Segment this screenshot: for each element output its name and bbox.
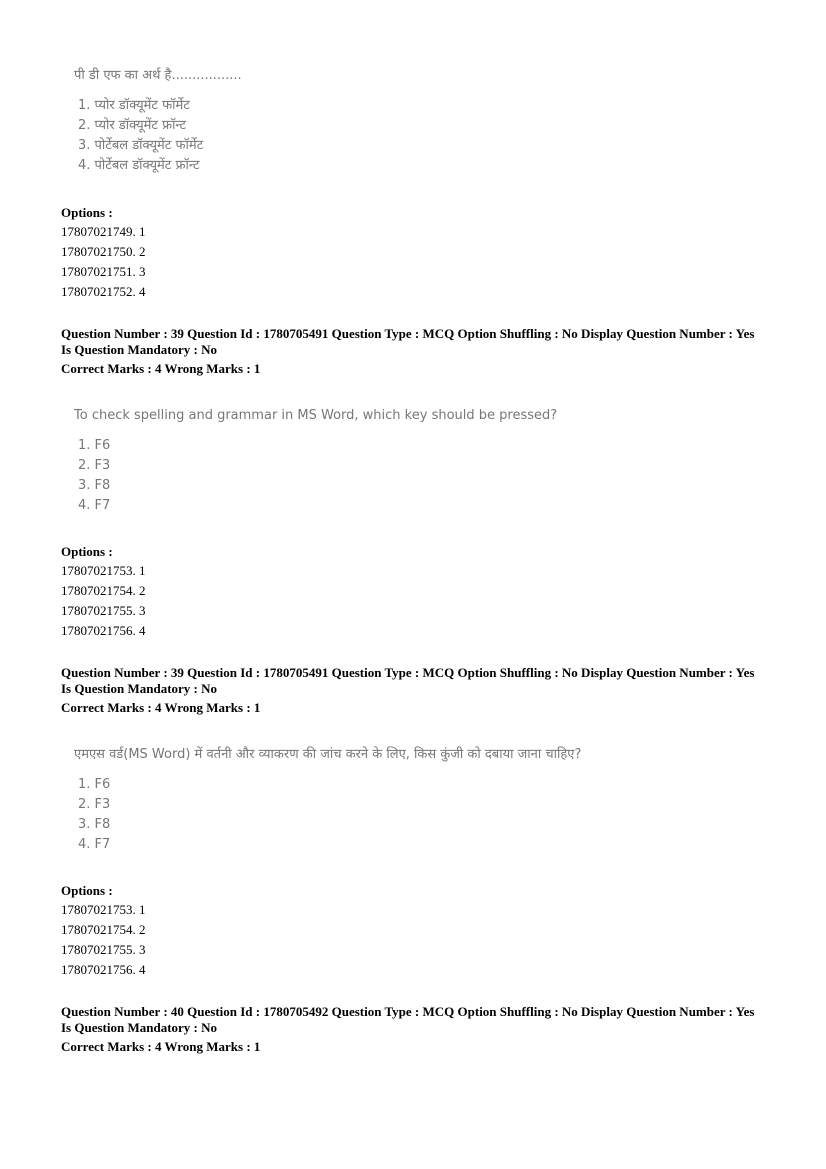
question-meta <box>61 1004 777 1055</box>
option-id-line: 17807021753. 1 <box>61 563 146 578</box>
options-label: Options : <box>61 544 113 559</box>
question-option: 4. F7 <box>78 837 111 852</box>
question-option: 4. पोर्टेबल डॉक्यूमेंट फ्रॉन्ट <box>78 158 200 173</box>
options-block <box>61 542 146 641</box>
question-option: 3. F8 <box>78 478 111 493</box>
question-option-list <box>74 436 557 516</box>
question-mandatory-line: Is Question Mandatory : No <box>61 681 218 696</box>
question-option: 1. F6 <box>78 438 111 453</box>
question-meta-line: Question Number : 39 Question Id : 1780705491 Question Type : MCQ Option Shuffling : No Display Question Number : Yes <box>61 665 755 680</box>
question-option-list <box>74 96 242 176</box>
question-meta-line: Question Number : 40 Question Id : 1780705492 Question Type : MCQ Option Shuffling : No Display Question Number : Yes <box>61 1004 755 1019</box>
question-text: एमएस वर्ड(MS Word) में वर्तनी और व्याकरण की जांच करने के लिए, किस कुंजी को दबाया जाना चाहिए? <box>74 747 582 762</box>
question-option: 3. F8 <box>78 817 111 832</box>
option-id-line: 17807021754. 2 <box>61 922 146 937</box>
question-marks-line: Correct Marks : 4 Wrong Marks : 1 <box>61 361 261 376</box>
question-option-list <box>74 775 581 855</box>
question-option: 2. F3 <box>78 797 111 812</box>
question-image-msword-hindi <box>74 745 581 855</box>
option-id-line: 17807021752. 4 <box>61 284 146 299</box>
options-block <box>61 881 146 980</box>
question-meta <box>61 665 777 716</box>
option-id-line: 17807021754. 2 <box>61 583 146 598</box>
option-id-line: 17807021756. 4 <box>61 962 146 977</box>
question-meta <box>61 326 777 377</box>
options-label: Options : <box>61 883 113 898</box>
question-text: पी डी एफ का अर्थ है................. <box>74 68 242 83</box>
options-label: Options : <box>61 205 113 220</box>
question-option: 1. F6 <box>78 777 111 792</box>
option-id-line: 17807021751. 3 <box>61 264 146 279</box>
option-id-line: 17807021753. 1 <box>61 902 146 917</box>
question-image-msword-english <box>74 406 557 516</box>
question-marks-line: Correct Marks : 4 Wrong Marks : 1 <box>61 700 261 715</box>
question-mandatory-line: Is Question Mandatory : No <box>61 1020 218 1035</box>
question-text: To check spelling and grammar in MS Word, which key should be pressed? <box>74 408 558 423</box>
option-id-line: 17807021755. 3 <box>61 942 146 957</box>
option-id-line: 17807021749. 1 <box>61 224 146 239</box>
question-option: 2. F3 <box>78 458 111 473</box>
option-id-line: 17807021755. 3 <box>61 603 146 618</box>
question-option: 3. पोर्टेबल डॉक्यूमेंट फॉर्मेट <box>78 138 204 153</box>
question-mandatory-line: Is Question Mandatory : No <box>61 342 218 357</box>
option-id-line: 17807021750. 2 <box>61 244 146 259</box>
question-option: 1. प्योर डॉक्यूमेंट फॉर्मेट <box>78 98 190 113</box>
options-block <box>61 203 146 302</box>
question-image-pdf-hindi <box>74 66 242 176</box>
question-option: 2. प्योर डॉक्यूमेंट फ्रॉन्ट <box>78 118 187 133</box>
option-id-line: 17807021756. 4 <box>61 623 146 638</box>
question-meta-line: Question Number : 39 Question Id : 1780705491 Question Type : MCQ Option Shuffling : No Display Question Number : Yes <box>61 326 755 341</box>
question-marks-line: Correct Marks : 4 Wrong Marks : 1 <box>61 1039 261 1054</box>
question-option: 4. F7 <box>78 498 111 513</box>
